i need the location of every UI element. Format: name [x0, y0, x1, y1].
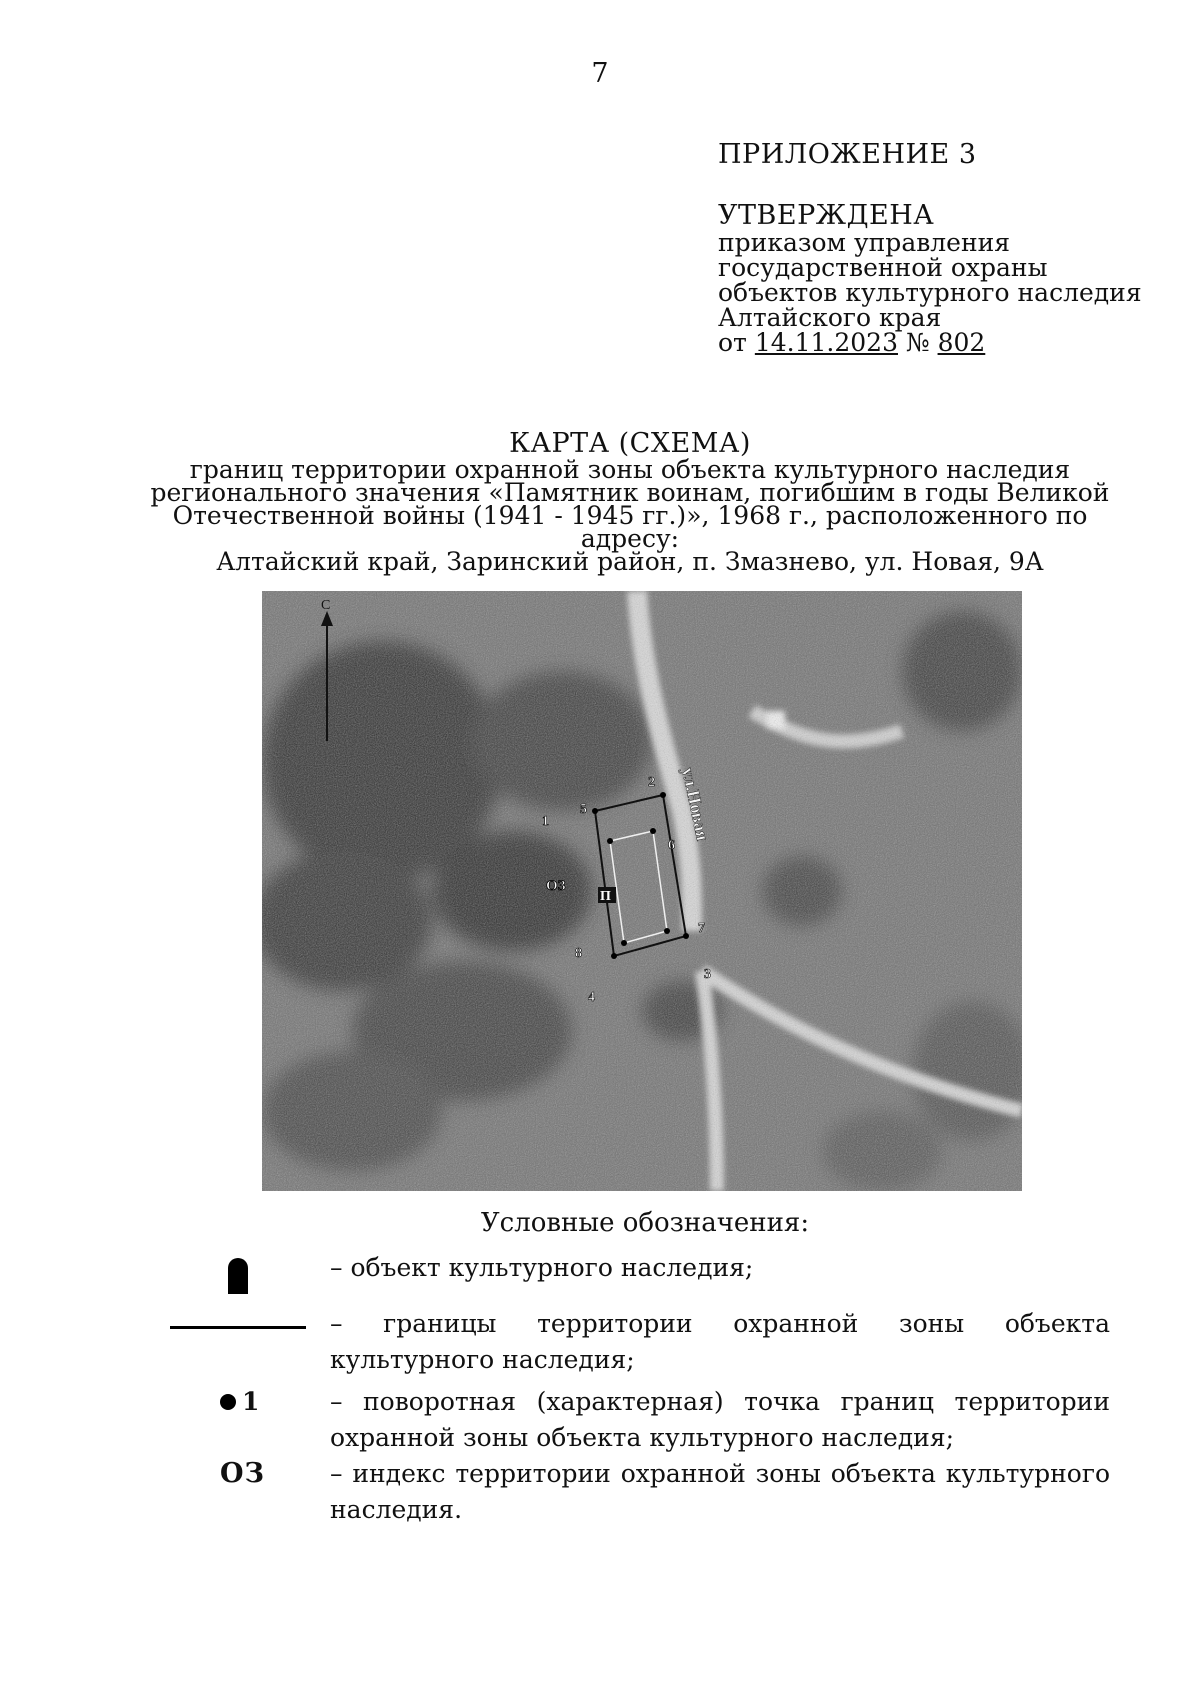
approval-line: государственной охраны [718, 253, 1048, 282]
legend-item-point [140, 1384, 1110, 1464]
approval-line: приказом управления [718, 228, 1011, 257]
point-marker [607, 838, 613, 844]
point-label: 1 [542, 814, 549, 829]
approval-line: Алтайского края [718, 303, 942, 332]
approval-date-line [718, 330, 1178, 355]
point-marker [664, 928, 670, 934]
date-prefix: от [718, 328, 755, 357]
page-number: 7 [591, 58, 609, 89]
point-marker [611, 953, 617, 959]
approval-block [718, 139, 1178, 357]
point-marker [683, 933, 689, 939]
approval-number: 802 [937, 328, 986, 357]
point-label: 3 [704, 967, 711, 982]
point-label: 4 [588, 990, 595, 1005]
point-label: 2 [648, 775, 655, 790]
approval-date: 14.11.2023 [754, 328, 898, 357]
map-svg [262, 591, 1022, 1191]
satellite-map [262, 591, 1022, 1191]
point-marker [660, 792, 666, 798]
point-number-sample: 1 [242, 1387, 260, 1416]
boundary-line-icon [170, 1326, 306, 1329]
map-subtitle-line: границ территории охранной зоны объекта культурного наследия [189, 455, 1071, 484]
point-label: 8 [575, 946, 582, 961]
north-label: С [321, 598, 331, 613]
legend-text: – объект культурного наследия; [330, 1253, 754, 1282]
point-marker [592, 808, 598, 814]
point-marker [621, 940, 627, 946]
point-label: 5 [580, 802, 587, 817]
approval-line: объектов культурного наследия [718, 278, 1142, 307]
point-dot-icon [220, 1394, 236, 1410]
appendix-label: ПРИЛОЖЕНИЕ 3 [718, 139, 977, 170]
zone-label: ОЗ [546, 878, 566, 894]
point-marker [650, 828, 656, 834]
number-prefix: № [905, 328, 930, 357]
map-title: КАРТА (СХЕМА) [509, 428, 751, 459]
map-subtitle-line: регионального значения «Памятник воинам, погибшим в годы Великой [150, 478, 1110, 507]
legend-item-boundary [140, 1306, 1110, 1386]
legend-title: Условные обозначения: [480, 1208, 810, 1238]
map-subtitle-line: Отечественной войны (1941 - 1945 гг.)», 1968 г., расположенного по адресу: [172, 501, 1088, 553]
map-subtitle-line: Алтайский край, Заринский район, п. Змазнево, ул. Новая, 9А [216, 547, 1044, 576]
legend-text: – границы территории охранной зоны объекта культурного наследия; [330, 1309, 1110, 1374]
point-label: 7 [698, 921, 705, 936]
legend-item-zone [140, 1456, 1110, 1536]
map-grain [262, 591, 1022, 1191]
point-label: 6 [668, 838, 675, 853]
monument-label: П [600, 889, 611, 904]
map-title-block [150, 428, 1110, 576]
street-label: ул.Новая [678, 765, 714, 843]
legend-text: – поворотная (характерная) точка границ территории охранной зоны объекта культурного наследия; [330, 1387, 1110, 1452]
monument-icon [228, 1258, 248, 1294]
legend-text: – индекс территории охранной зоны объекта культурного наследия. [330, 1459, 1110, 1524]
approved-label: УТВЕРЖДЕНА [718, 200, 935, 231]
zone-index-sample: ОЗ [220, 1458, 265, 1489]
legend-item-monument [140, 1250, 1110, 1300]
